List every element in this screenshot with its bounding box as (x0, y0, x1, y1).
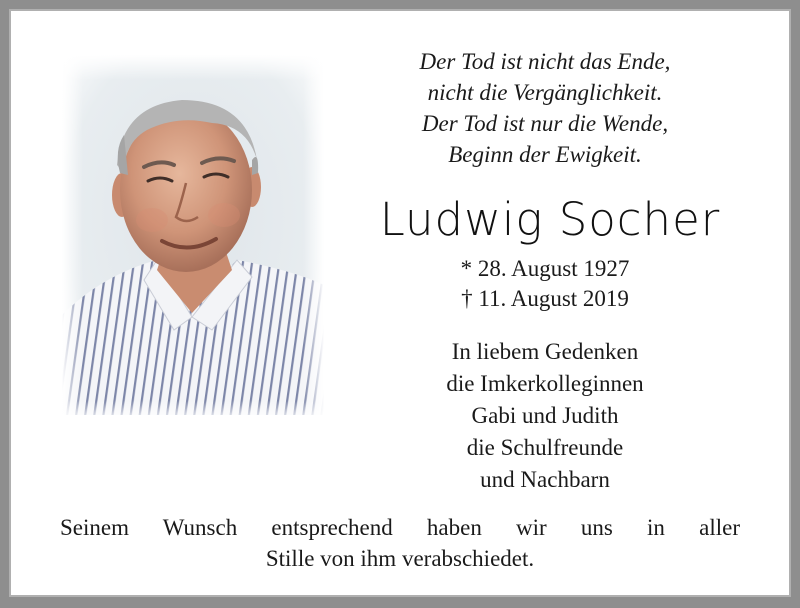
poem (340, 46, 750, 170)
memorial-signatories (340, 336, 750, 496)
death-date: † 11. August 2019 (461, 286, 629, 311)
birth-date: * 28. August 1927 (460, 256, 630, 281)
memorial-line: und Nachbarn (480, 467, 610, 492)
poem-line: nicht die Vergänglichkeit. (427, 80, 663, 105)
portrait-photo (62, 55, 324, 415)
closing-line: Stille von ihm verabschiedet. (265, 546, 535, 571)
poem-line: Der Tod ist nur die Wende, (421, 111, 669, 136)
memorial-line: In liebem Gedenken (451, 339, 639, 364)
life-dates (340, 254, 750, 314)
poem-line: Beginn der Ewigkeit. (448, 142, 642, 167)
closing-note (60, 512, 740, 574)
memorial-line: Gabi und Judith (471, 403, 619, 428)
closing-line: Seinem Wunsch entsprechend haben wir uns in aller (60, 515, 740, 540)
memorial-line: die Schulfreunde (466, 435, 624, 460)
memorial-line: die Imkerkolleginnen (446, 371, 644, 396)
deceased-name: Ludwig Socher (379, 193, 721, 246)
poem-line: Der Tod ist nicht das Ende, (419, 49, 671, 74)
